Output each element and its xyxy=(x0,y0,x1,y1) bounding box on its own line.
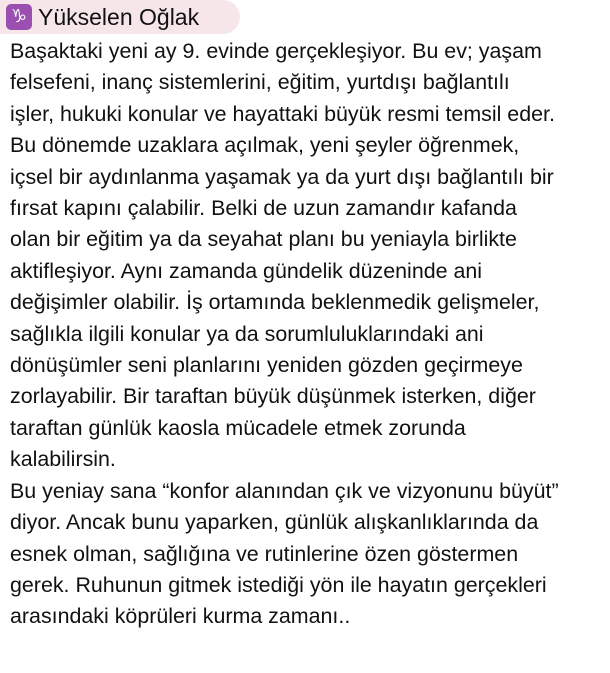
text-line: kalabilirsin. xyxy=(10,447,116,472)
page-title: Yükselen Oğlak xyxy=(38,4,200,30)
text-line: gerek. Ruhunun gitmek istediği yön ile hayatın gerçekleri xyxy=(10,572,547,597)
text-line: arasındaki köprüleri kurma zamanı.. xyxy=(10,604,351,629)
text-line: aktifleşiyor. Aynı zamanda gündelik düzeninde ani xyxy=(10,258,483,283)
text-line: Başaktaki yeni ay 9. evinde gerçekleşiyor. Bu ev; yaşam xyxy=(10,39,542,63)
text-line: içsel bir aydınlanma yaşamak ya da yurt dışı bağlantılı bir xyxy=(10,164,554,189)
text-line: taraftan günlük kaosla mücadele etmek zorunda xyxy=(10,415,466,440)
text-line: felsefeni, inanç sistemlerini, eğitim, yurtdışı bağlantılı xyxy=(10,70,510,95)
text-line: Bu yeniay sana “konfor alanından çık ve vizyonunu büyüt” xyxy=(10,478,559,503)
text-line: değişimler olabilir. İş ortamında beklenmedik gelişmeler, xyxy=(10,290,540,315)
text-line: sağlıkla ilgili konular ya da sorumluluklarındaki ani xyxy=(10,321,484,346)
text-line: işler, hukuki konular ve hayattaki büyük resmi temsil eder. xyxy=(10,101,555,126)
text-line: diyor. Ancak bunu yaparken, günlük alışkanlıklarında da xyxy=(10,510,539,535)
text-line: olan bir eğitim ya da seyahat planı bu yeniayla birlikte xyxy=(10,227,517,252)
text-line: Bu dönemde uzaklara açılmak, yeni şeyler öğrenmek, xyxy=(10,133,520,158)
text-line: fırsat kapını çalabilir. Belki de uzun zamandır kafanda xyxy=(10,196,517,221)
horoscope-text xyxy=(10,36,606,633)
text-line: dönüşümler seni planlarını yeniden gözden geçirmeye xyxy=(10,353,523,378)
capricorn-icon: ♑ xyxy=(6,4,32,30)
text-line: esnek olman, sağlığına ve rutinlerine özen göstermen xyxy=(10,541,519,566)
text-line: zorlayabilir. Bir taraftan büyük düşünmek isterken, diğer xyxy=(10,384,536,409)
